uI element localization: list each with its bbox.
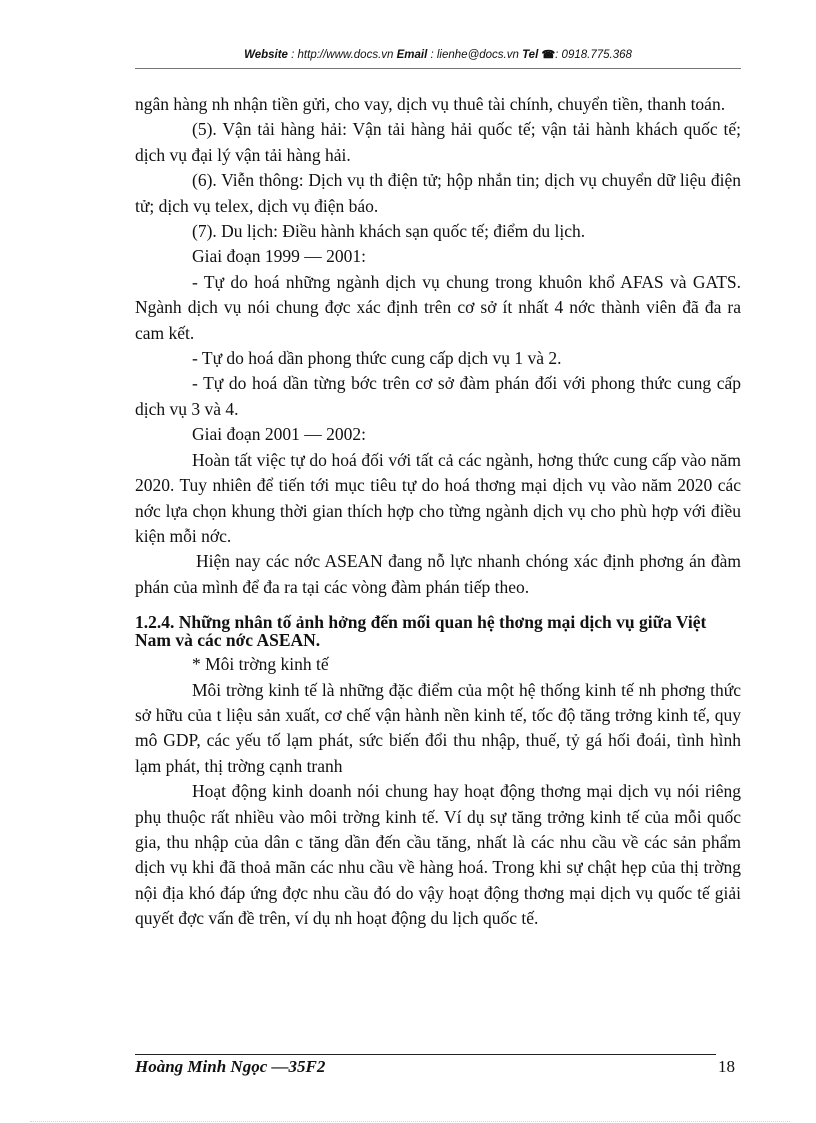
- section-heading: 1.2.4. Những nhân tố ảnh hởng đến mối quan hệ thơng mại dịch vụ giữa Việt Nam và các nớc ASEAN.: [135, 612, 707, 651]
- page-number: 18: [718, 1057, 735, 1076]
- paragraph-phase-1999: Giai đoạn 1999 — 2001:: [192, 246, 367, 267]
- paragraph-tourism: (7). Du lịch: Điều hành khách sạn quốc tế; điểm du lịch.: [192, 221, 586, 242]
- tel-value: : 0918.775.368: [555, 49, 632, 61]
- paragraph-telecom: (6). Viễn thông: Dịch vụ th điện tử; hộp nhắn tin; dịch vụ chuyển dữ liệu điện tử; dịch vụ telex, dịch vụ điện báo.: [135, 170, 741, 216]
- email-value: : lienhe@docs.vn: [427, 49, 523, 61]
- bottom-dotted-line: [30, 1121, 790, 1122]
- footer-divider: [135, 1054, 716, 1055]
- paragraph-phase-2001: Giai đoạn 2001 — 2002:: [192, 424, 367, 445]
- website-value: : http://www.docs.vn: [287, 49, 397, 61]
- document-body: [135, 92, 741, 932]
- footer-author: Hoàng Minh Ngọc —35F2: [135, 1057, 326, 1076]
- telephone-icon: ☎: [541, 49, 556, 61]
- paragraph-complete-2020: Hoàn tất việc tự do hoá đối với tất cả các ngành, hơng thức cung cấp vào năm 2020. Tuy nhiên để tiến tới mục tiêu tự do hoá thơng mại dịch vụ vào năm 2020 các nớc lựa chọn khung thời gian thích hợp cho từng ngành dịch vụ cho phù hợp với điều kiện mỗi nớc.: [135, 449, 741, 546]
- subsection-economic-environment: * Môi trờng kinh tế: [192, 654, 329, 675]
- tel-label: Tel: [522, 49, 542, 61]
- email-label: Email: [396, 49, 428, 61]
- paragraph-maritime: (5). Vận tải hàng hải: Vận tải hàng hải quốc tế; vận tải hành khách quốc tế; dịch vụ đại lý vận tải hàng hải.: [135, 119, 741, 165]
- paragraph-liberalize-afas: - Tự do hoá những ngành dịch vụ chung trong khuôn khổ AFAS và GATS. Ngành dịch vụ nói chung đợc xác định trên cơ sở ít nhất 4 nớc thành viên đã đa ra cam kết.: [135, 271, 741, 343]
- paragraph-modes-1-2: - Tự do hoá dần phong thức cung cấp dịch vụ 1 và 2.: [192, 348, 562, 369]
- website-label: Website: [244, 49, 288, 61]
- paragraph-asean-efforts: Hiện nay các nớc ASEAN đang nỗ lực nhanh chóng xác định phơng án đàm phán của mình để đa ra tại các vòng đàm phán tiếp theo.: [135, 551, 741, 597]
- page-header: [135, 48, 741, 61]
- paragraph-business-dependence: Hoạt động kinh doanh nói chung hay hoạt động thơng mại dịch vụ nói riêng phụ thuộc rất nhiều vào môi trờng kinh tế. Ví dụ sự tăng trởng kinh tế của mỗi quốc gia, thu nhập của dân c tăng dần đến cầu tăng, nhất là các nhu cầu về các sản phẩm dịch vụ khi đã thoả mãn các nhu cầu về hàng hoá. Trong khi sự chật hẹp của thị trờng nội địa khó đáp ứng đợc nhu cầu đó do vậy hoạt động thơng mại dịch vụ quốc tế giải quyết đợc vấn đề trên, ví dụ nh hoạt động du lịch quốc tế.: [135, 781, 741, 929]
- paragraph-economic-definition: Môi trờng kinh tế là những đặc điểm của một hệ thống kinh tế nh phơng thức sở hữu của t liệu sản xuất, cơ chế vận hành nền kinh tế, tốc độ tăng trởng kinh tế, quy mô GDP, các yếu tố lạm phát, sức biến đổi thu nhập, thuế, tỷ gá hối đoái, tình hình lạm phát, thị trờng cạnh tranh: [135, 679, 741, 776]
- paragraph-modes-3-4: - Tự do hoá dần từng bớc trên cơ sở đàm phán đối với phong thức cung cấp dịch vụ 3 và 4.: [135, 373, 741, 419]
- paragraph-banking: ngân hàng nh nhận tiền gửi, cho vay, dịch vụ thuê tài chính, chuyển tiền, thanh toán.: [135, 94, 726, 114]
- header-divider: [135, 68, 741, 69]
